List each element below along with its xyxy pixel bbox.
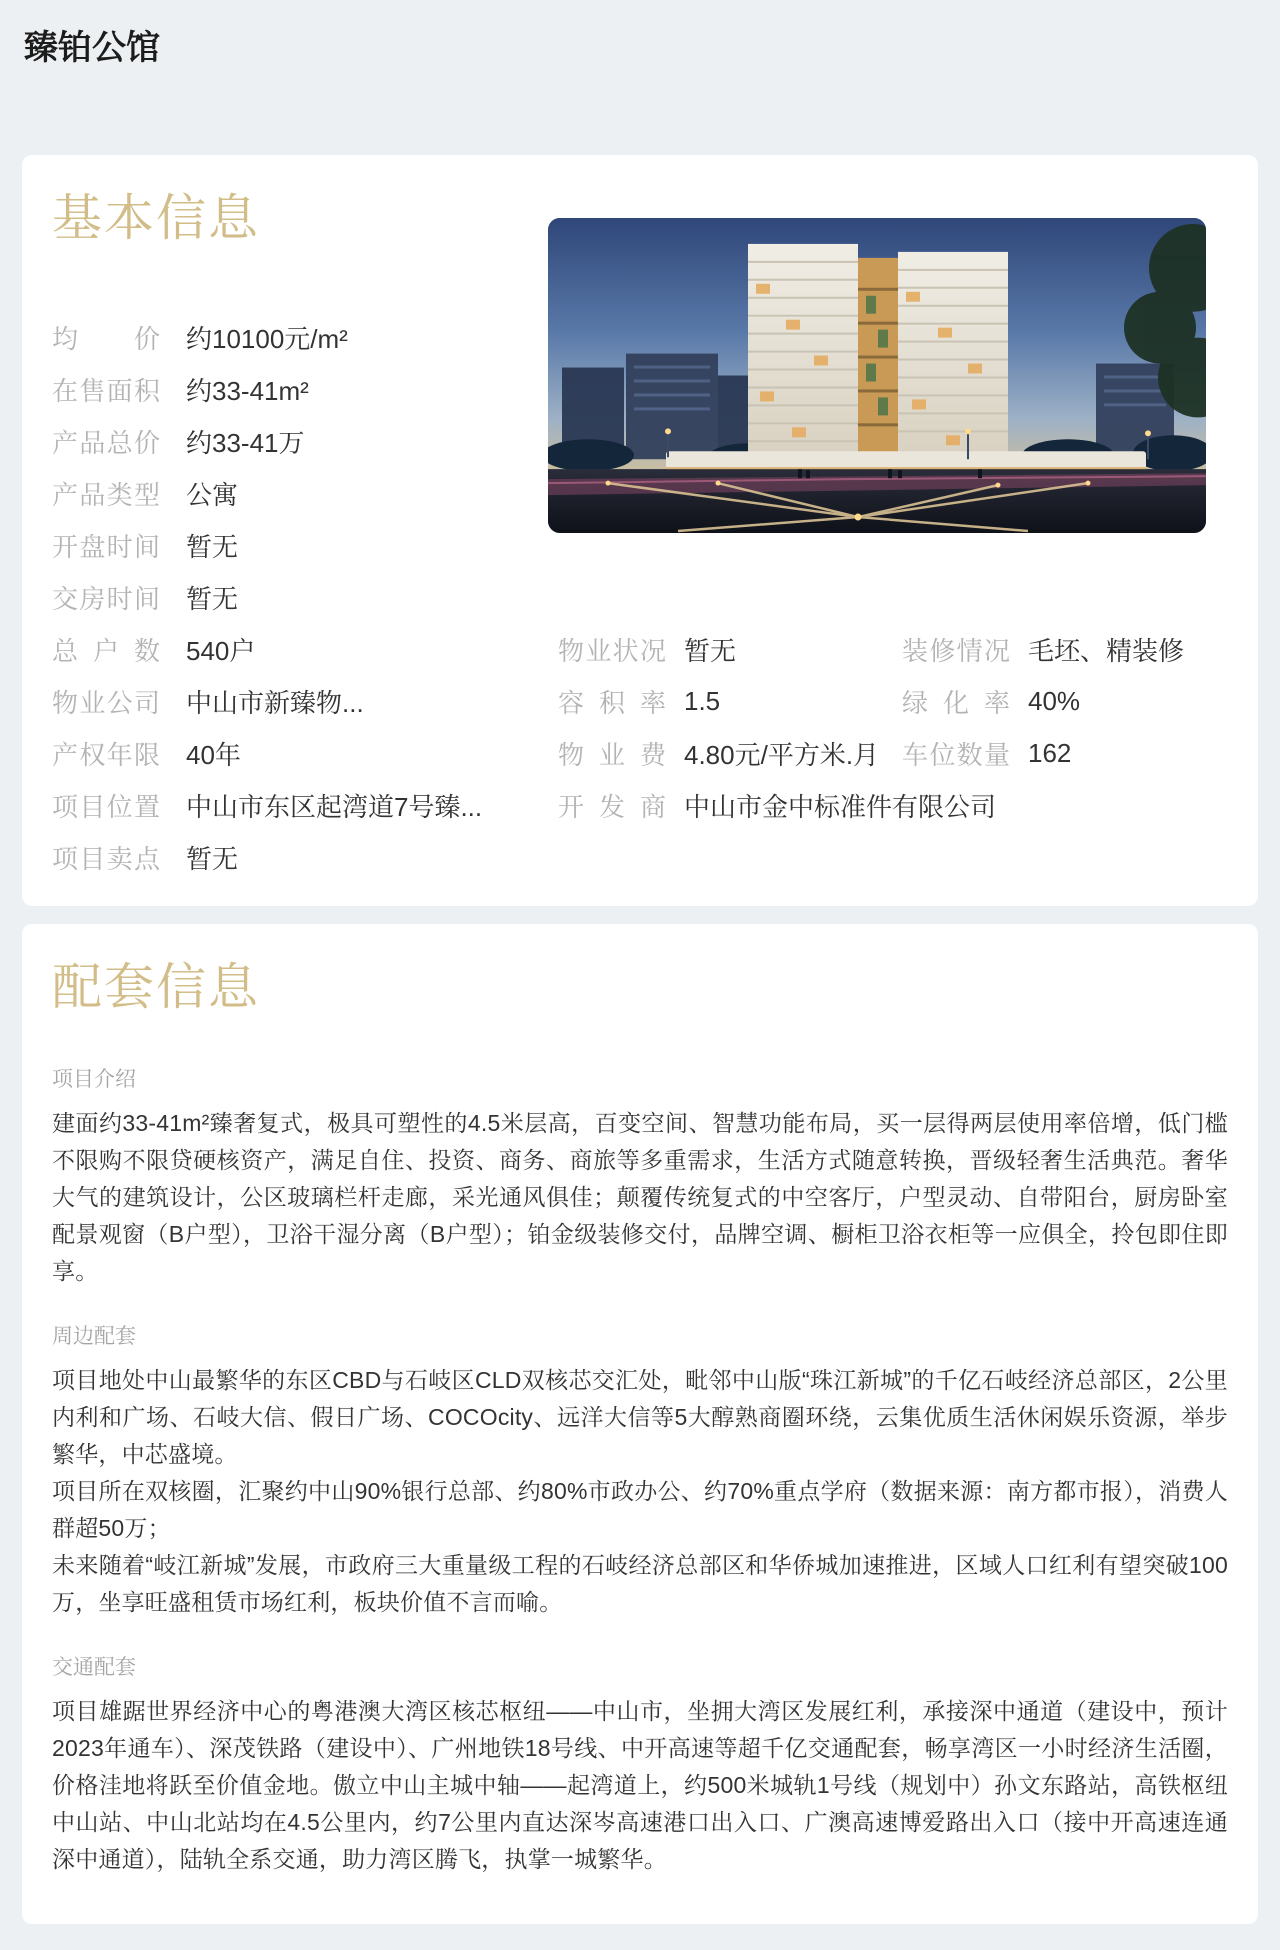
info-label: 物业状况 — [558, 636, 666, 667]
info-value: 公寓 — [186, 480, 239, 511]
info-value: 40% — [1028, 686, 1081, 717]
info-row-area-on-sale — [52, 364, 532, 416]
info-row-ownership-years — [52, 728, 532, 780]
info-label: 开发商 — [558, 792, 666, 823]
paragraph-surroundings-3: 未来随着“岐江新城”发展，市政府三大重量级工程的石岐经济总部区和华侨城加速推进，区域人口红利有望突破100万，坐享旺盛租赁市场红利，板块价值不言而喻。 — [52, 1551, 1228, 1615]
section-sublabel-surroundings: 周边配套 — [52, 1324, 136, 1348]
paragraph-project-intro: 建面约33-41m²臻奢复式，极具可塑性的4.5米层高，百变空间、智慧功能布局，买一层得两层使用率倍增，低门槛不限购不限贷硬核资产，满足自住、投资、商务、商旅等多重需求，生活方式随意转换，晋级轻奢生活典范。奢华大气的建筑设计，公区玻璃栏杆走廊，采光通风俱佳；颠覆传统复式的中空客厅，户型灵动、自带阳台，厨房卧室配景观窗（B户型），卫浴干湿分离（B户型）；铂金级装修交付，品牌空调、橱柜卫浴衣柜等一应俱全，拎包即住即享。 — [52, 1109, 1228, 1284]
info-label: 车位数量 — [902, 740, 1010, 771]
info-label: 产品总价 — [52, 428, 160, 459]
property-photo-render — [548, 218, 1206, 533]
info-label: 项目位置 — [52, 792, 160, 823]
info-value: 1.5 — [684, 686, 721, 717]
page-title: 臻铂公馆 — [24, 29, 160, 67]
basic-info-heading: 基本信息 — [52, 189, 260, 246]
info-label: 物业费 — [558, 740, 666, 771]
info-value: 540户 — [186, 636, 256, 667]
info-label: 在售面积 — [52, 376, 160, 407]
info-value: 4.80元/平方米.月 — [684, 740, 880, 771]
info-value: 中山市东区起湾道7号臻... — [186, 792, 483, 823]
info-label: 装修情况 — [902, 636, 1010, 667]
info-label: 物业公司 — [52, 688, 160, 719]
info-value: 暂无 — [684, 636, 737, 667]
paragraph-transport: 项目雄踞世界经济中心的粤港澳大湾区核芯枢纽——中山市，坐拥大湾区发展红利，承接深中通道（建设中，预计2023年通车）、深茂铁路（建设中）、广州地铁18号线、中开高速等超千亿交通配套，畅享湾区一小时经济生活圈，价格洼地将跃至价值金地。傲立中山主城中轴——起湾道上，约500米城轨1号线（规划中）孙文东路站，高铁枢纽中山站、中山北站均在4.5公里内，约7公里内直达深岑高速港口出入口、广澳高速博爱路出入口（接中开高速连通深中通道），陆轨全系交通，助力湾区腾飞，执掌一城繁华。 — [52, 1697, 1228, 1872]
info-value: 中山市金中标准件有限公司 — [684, 792, 997, 823]
info-row-property-fee — [558, 728, 1228, 780]
info-value: 暂无 — [186, 844, 239, 875]
info-row-project-location — [52, 780, 532, 832]
info-row-property-company — [52, 676, 532, 728]
info-label: 产品类型 — [52, 480, 160, 511]
info-label: 项目卖点 — [52, 844, 160, 875]
property-photo[interactable] — [548, 218, 1206, 533]
info-row-selling-points — [52, 832, 532, 884]
section-sublabel-project-intro: 项目介绍 — [52, 1067, 136, 1091]
info-value: 162 — [1028, 738, 1072, 769]
info-value: 约10100元/m² — [186, 324, 348, 355]
info-value: 约33-41m² — [186, 376, 309, 407]
info-label: 均价 — [52, 324, 160, 355]
info-row-opening-date — [52, 520, 532, 572]
info-row-delivery-date — [52, 572, 532, 624]
info-label: 绿化率 — [902, 688, 1010, 719]
info-row-product-type — [52, 468, 532, 520]
info-label: 交房时间 — [52, 584, 160, 615]
amenities-heading: 配套信息 — [52, 958, 260, 1015]
info-row-total-households — [52, 624, 532, 676]
info-value: 暂无 — [186, 584, 239, 615]
info-value: 毛坯、精装修 — [1028, 636, 1185, 667]
basic-info-right-columns — [558, 624, 1228, 832]
paragraph-surroundings-2: 项目所在双核圈，汇聚约中山90%银行总部、约80%市政办公、约70%重点学府（数据来源：南方都市报），消费人群超50万； — [52, 1477, 1228, 1541]
info-row-average-price — [52, 312, 532, 364]
info-label: 开盘时间 — [52, 532, 160, 563]
info-label: 容积率 — [558, 688, 666, 719]
info-label: 总户数 — [52, 636, 160, 667]
info-label: 产权年限 — [52, 740, 160, 771]
info-row-property-status — [558, 624, 1228, 676]
amenities-card — [22, 924, 1258, 1924]
basic-info-card — [22, 155, 1258, 906]
info-value: 暂无 — [186, 532, 239, 563]
info-value: 中山市新臻物... — [186, 688, 364, 719]
info-value: 40年 — [186, 740, 241, 771]
info-row-total-price — [52, 416, 532, 468]
basic-info-left-column — [52, 312, 532, 884]
info-row-developer — [558, 780, 1228, 832]
info-row-plot-ratio — [558, 676, 1228, 728]
paragraph-surroundings-1: 项目地处中山最繁华的东区CBD与石岐区CLD双核芯交汇处，毗邻中山版“珠江新城”的千亿石岐经济总部区，2公里内利和广场、石岐大信、假日广场、COCOcity、远洋大信等5大醇熟商圈环绕，云集优质生活休闲娱乐资源，举步繁华，中芯盛境。 — [52, 1366, 1228, 1467]
section-sublabel-transport: 交通配套 — [52, 1655, 136, 1679]
info-value: 约33-41万 — [186, 428, 305, 459]
